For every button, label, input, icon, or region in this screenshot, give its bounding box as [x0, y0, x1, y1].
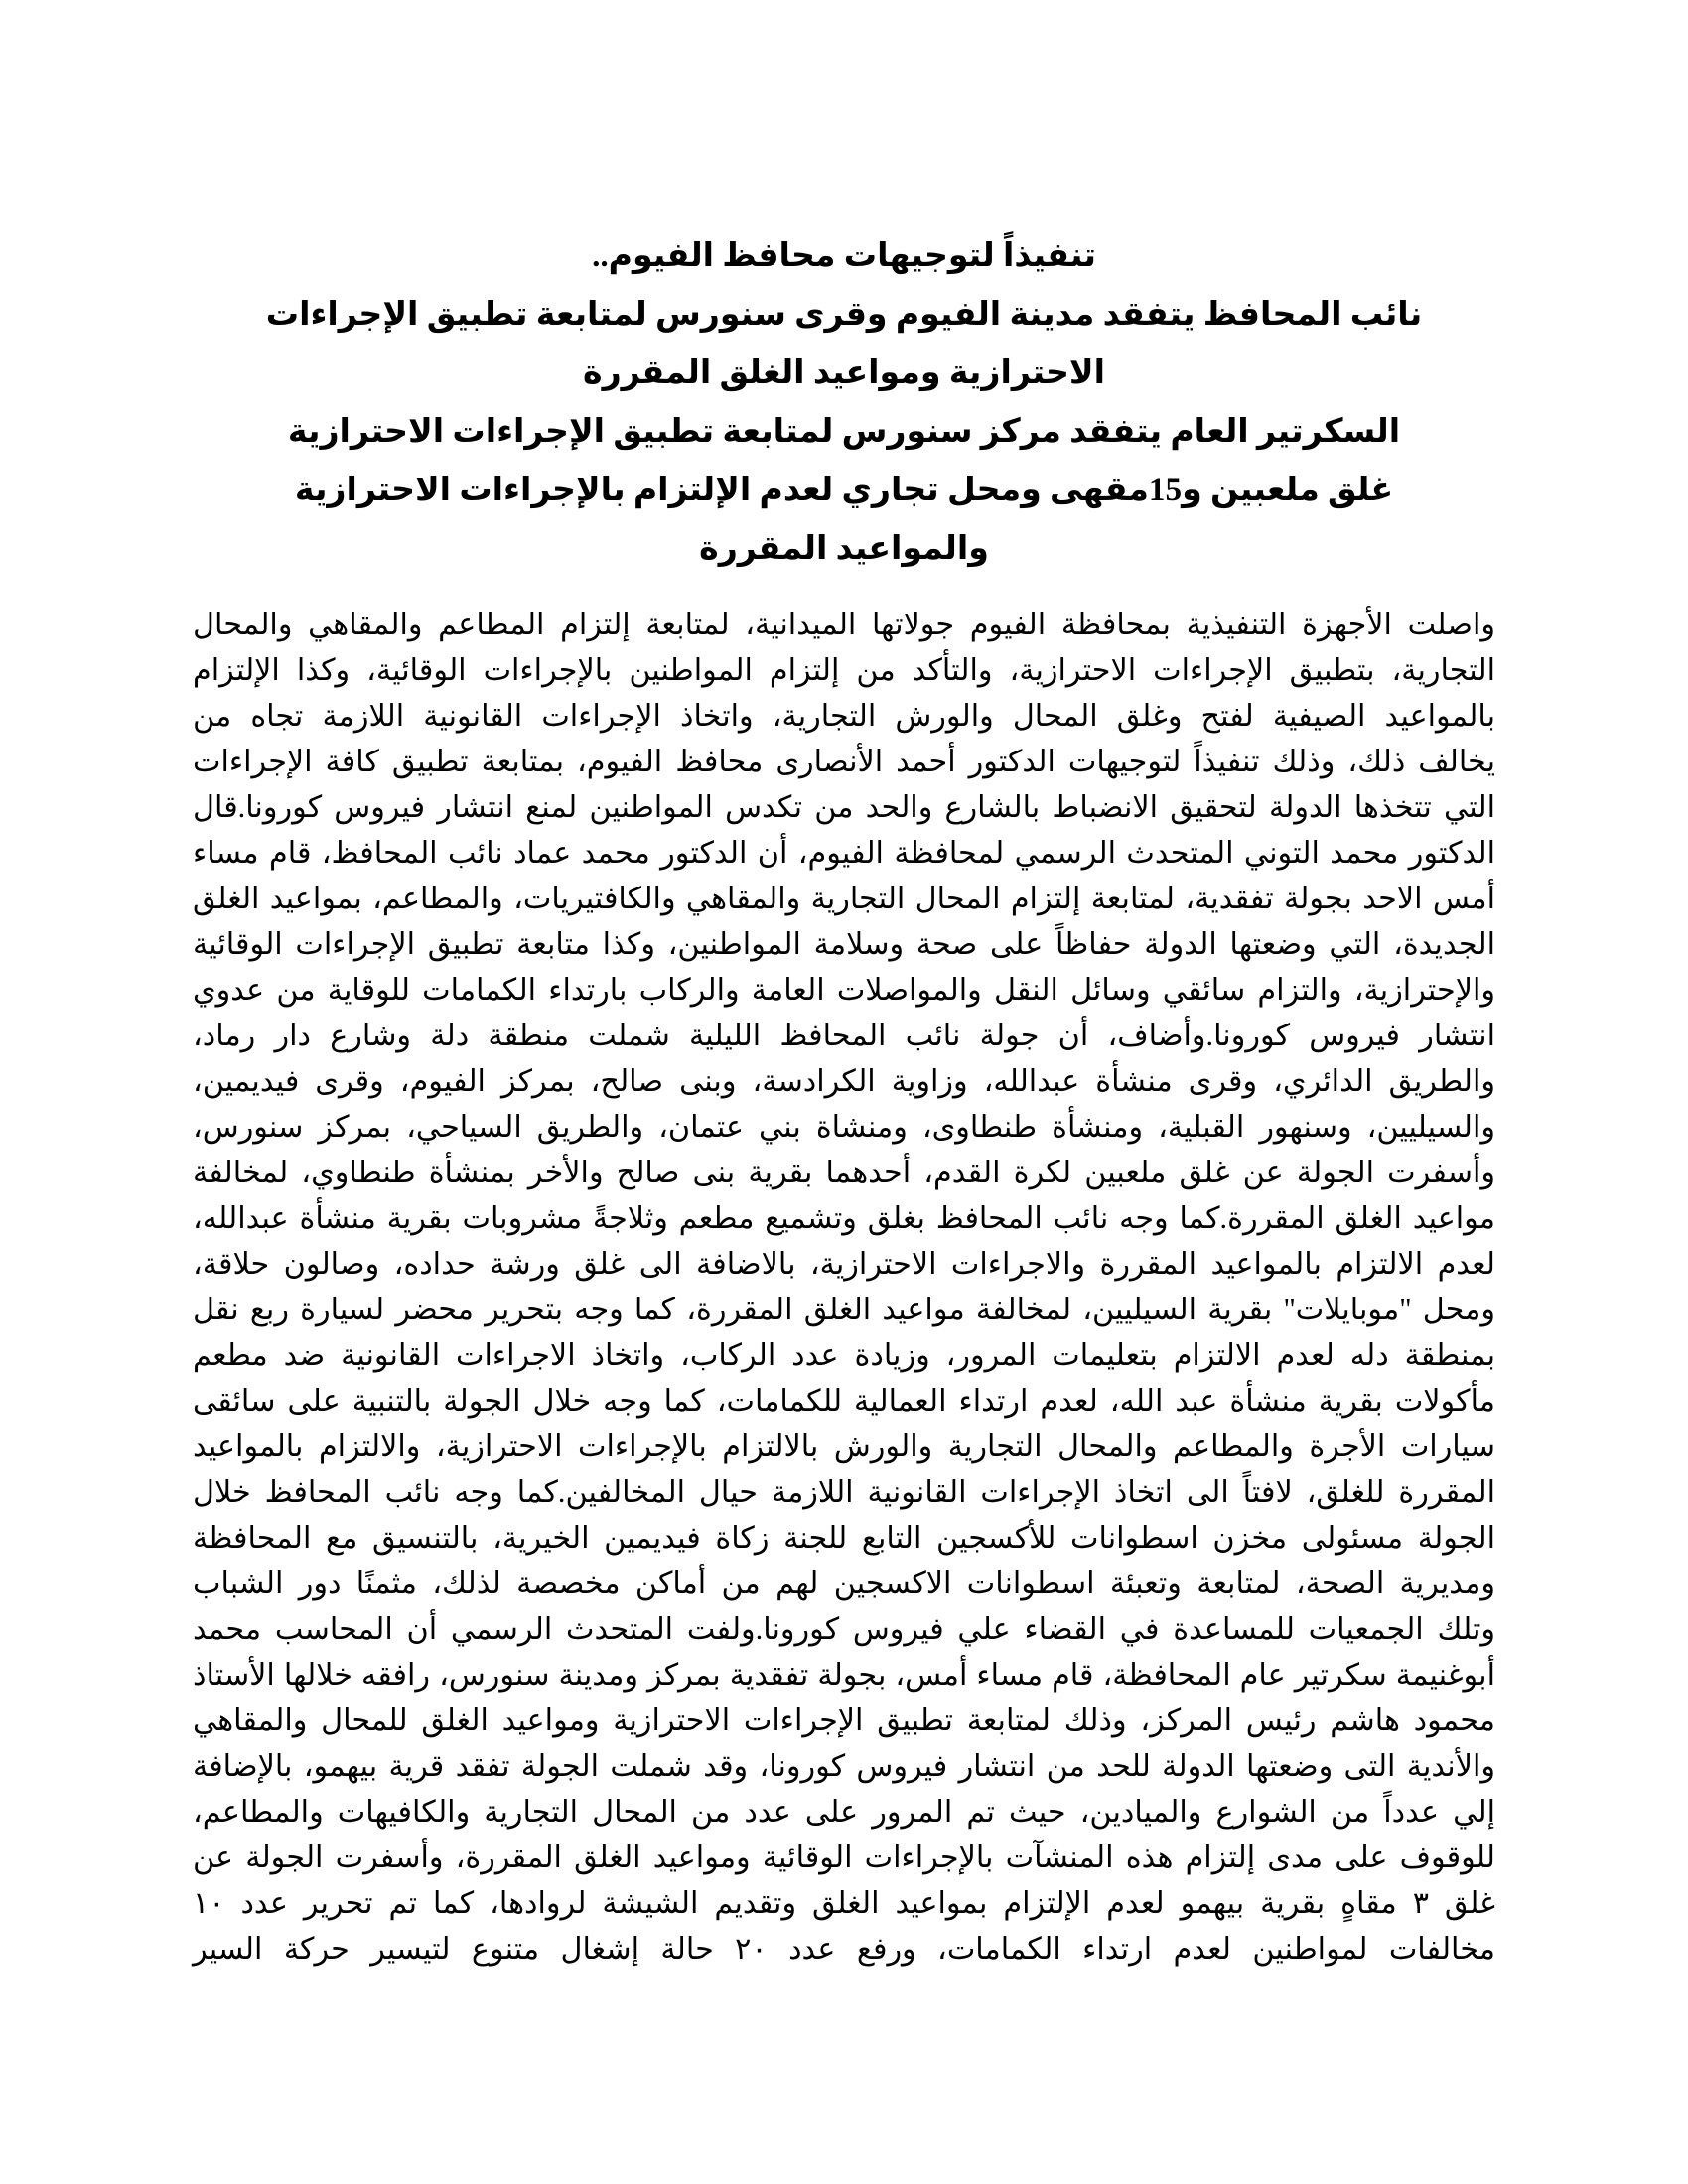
body-text-line	[193, 1287, 1495, 1332]
body-text: للوقوف على مدى إلتزام هذه المنشآت بالإجراءات الوقائية ومواعيد الغلق المقررة، وأسفرت الجولة عن	[193, 1841, 1495, 1874]
body-text: المقررة للغلق، لافتاً الى اتخاذ الإجراءات القانونية اللازمة حيال المخالفين.كما وجه نائب المحافظ خلال	[193, 1475, 1495, 1509]
body-text-line	[193, 1150, 1495, 1195]
headline-4-line-1	[149, 461, 1539, 519]
body-text-line	[193, 921, 1495, 967]
body-text: والإحترازية، والتزام سائقي وسائل النقل والمواصلات العامة والركاب بارتداء الكمامات للوقاية من عدوي	[193, 973, 1495, 1007]
headline-2-text: نائب المحافظ يتفقد مدينة الفيوم وقرى سنورس لمتابعة تطبيق الإجراءات	[265, 296, 1423, 333]
body-text: والطريق الدائري، وقرى منشأة عبدالله، وزاوية الكرادسة، وبنى صالح، بمركز الفيوم، وقرى فيديمين،	[193, 1064, 1495, 1098]
headline-4-line-2	[149, 519, 1539, 578]
body-text-line	[193, 1424, 1495, 1469]
body-text-line	[193, 967, 1495, 1013]
body-text: ومديرية الصحة، لمتابعة وتعبئة اسطوانات الاكسجين لهم من أماكن مخصصة لذلك، مثمنًا دور الشباب	[193, 1567, 1495, 1600]
body-text: بمنطقة دله لعدم الالتزام بتعليمات المرور، وزيادة عدد الركاب، واتخاذ الاجراءات القانونية ضد مطعم	[193, 1338, 1495, 1372]
headline-4-text: والمواعيد المقررة	[699, 530, 989, 567]
body-text: بالمواعيد الصيفية لفتح وغلق المحال والورش التجارية، واتخاذ الإجراءات القانونية اللازمة تجاه من	[193, 699, 1495, 733]
body-text: مأكولات بقرية منشأة عبد الله، لعدم ارتداء العمالية للكمامات، كما وجه خلال الجولة بالتنبية على سائقى	[193, 1384, 1495, 1418]
body-text: وتلك الجمعيات للمساعدة في القضاء علي فيروس كورونا.ولفت المتحدث الرسمي أن المحاسب محمد	[193, 1612, 1495, 1646]
body-text-line	[193, 602, 1495, 647]
body-text: وأسفرت الجولة عن غلق ملعبين لكرة القدم، أحدهما بقرية بنى صالح والأخر بمنشأة طنطاوي، لمخالفة	[193, 1156, 1495, 1189]
body-text-line	[193, 739, 1495, 784]
body-text: ومحل "موبايلات" بقرية السيليين، لمخالفة مواعيد الغلق المقررة، كما وجه بتحرير محضر لسيارة ربع نقل	[193, 1293, 1495, 1326]
body-text-line	[193, 1743, 1495, 1789]
headline-3	[149, 402, 1539, 461]
headline-3-text: السكرتير العام يتفقد مركز سنورس لمتابعة تطبيق الإجراءات الاحترازية	[287, 413, 1401, 450]
body-text: والسيليين، وسنهور القبلية، ومنشأة طنطاوى، ومنشاة بني عتمان، والطريق السياحي، بمركز سنورس،	[193, 1110, 1495, 1144]
body-text-line	[193, 1561, 1495, 1606]
body-text-line	[193, 1698, 1495, 1743]
body-text: التي تتخذها الدولة لتحقيق الانضباط بالشارع والحد من تكدس المواطنين لمنع انتشار فيروس كورونا.قال	[193, 790, 1495, 824]
body-text: التجارية، بتطبيق الإجراءات الاحترازية، والتأكد من إلتزام المواطنين بالإجراءات الوقائية، وكذا الإلتزام	[193, 653, 1495, 687]
body-text-line	[193, 830, 1495, 876]
body-text: إلي عدداً من الشوارع والميادين، حيث تم المرور على عدد من المحال التجارية والكافيهات والمطاعم،	[193, 1795, 1495, 1829]
headline-4-text: غلق ملعبين و15مقهى ومحل تجاري لعدم الإلتزام بالإجراءات الاحترازية	[294, 472, 1394, 508]
body-text-line	[193, 1606, 1495, 1652]
headline-2-text: الاحترازية ومواعيد الغلق المقررة	[582, 354, 1105, 391]
body-text: سيارات الأجرة والمطاعم والمحال التجارية والورش بالالتزام بالإجراءات الاحترازية، والالتزام بالمواعيد	[193, 1430, 1495, 1463]
body-text-line	[193, 647, 1495, 693]
body-text-line	[193, 1926, 1495, 1972]
headline-block	[149, 226, 1539, 578]
body-text: واصلت الأجهزة التنفيذية بمحافظة الفيوم جولاتها الميدانية، لمتابعة إلتزام المطاعم والمقاهي والمحال	[193, 608, 1495, 641]
body-text: غلق ٣ مقاهٍ بقرية بيهمو لعدم الإلتزام بمواعيد الغلق وتقديم الشيشة لروادها، كما تم تحرير عدد ١٠	[193, 1886, 1495, 1920]
body-text-line	[193, 1013, 1495, 1058]
body-text-line	[193, 1104, 1495, 1150]
body-text-line	[193, 1515, 1495, 1561]
body-text: محمود هاشم رئيس المركز، وذلك لمتابعة تطبيق الإجراءات الاحترازية ومواعيد الغلق للمحال والمقاهي	[193, 1704, 1495, 1737]
body-text-line	[193, 1469, 1495, 1515]
headline-2-line-2	[149, 343, 1539, 402]
body-text-line	[193, 693, 1495, 739]
body-text-line	[193, 1789, 1495, 1835]
body-text: مخالفات لمواطنين لعدم ارتداء الكمامات، ورفع عدد ٢٠ حالة إشغال متنوع لتيسير حركة السير	[193, 1932, 1495, 1966]
body-text: الجولة مسئولى مخزن اسطوانات للأكسجين التابع للجنة زكاة فيديمين الخيرية، بالتنسيق مع المحافظة	[193, 1521, 1495, 1555]
body-text-line	[193, 1378, 1495, 1424]
body-text-line	[193, 1332, 1495, 1378]
body-text-line	[193, 1241, 1495, 1287]
body-text: الدكتور محمد التوني المتحدث الرسمي لمحافظة الفيوم، أن الدكتور محمد عماد نائب المحافظ، قام مساء	[193, 836, 1495, 870]
body-text: يخالف ذلك، وذلك تنفيذاً لتوجيهات الدكتور أحمد الأنصارى محافظ الفيوم، بمتابعة تطبيق كافة الإجراءات	[193, 745, 1495, 778]
body-text: أمس الاحد بجولة تفقدية، لمتابعة إلتزام المحال التجارية والمقاهي والكافتيريات، والمطاعم، بمواعيد الغلق	[193, 882, 1495, 915]
body-text-line	[193, 1058, 1495, 1104]
body-text-line	[193, 876, 1495, 921]
body-text-line	[193, 1880, 1495, 1926]
body-text: انتشار فيروس كورونا.وأضاف، أن جولة نائب المحافظ الليلية شملت منطقة دلة وشارع دار رماد،	[193, 1019, 1495, 1052]
body-text-line	[193, 784, 1495, 830]
body-text: مواعيد الغلق المقررة.كما وجه نائب المحافظ بغلق وتشميع مطعم وثلاجةً مشروبات بقرية منشأة عبدالله،	[193, 1201, 1495, 1235]
body-text-line	[193, 1835, 1495, 1880]
article-body	[193, 602, 1495, 1972]
body-text: أبوغنيمة سكرتير عام المحافظة، قام مساء أمس، بجولة تفقدية بمركز ومدينة سنورس، رافقه خلالها الأستاذ	[193, 1658, 1495, 1692]
body-text: لعدم الالتزام بالمواعيد المقررة والاجراءات الاحترازية، بالاضافة الى غلق ورشة حداده، وصالون حلاقة،	[193, 1247, 1495, 1281]
body-text-line	[193, 1652, 1495, 1698]
headline-1-text: تنفيذاً لتوجيهات محافظ الفيوم..	[592, 237, 1096, 274]
body-text: الجديدة، التي وضعتها الدولة حفاظاً على صحة وسلامة المواطنين، وكذا متابعة تطبيق الإجراءات الوقائية	[193, 927, 1495, 961]
headline-2-line-1	[149, 285, 1539, 343]
body-text: والأندية التى وضعتها الدولة للحد من انتشار فيروس كورونا، وقد شملت الجولة تفقد قرية بيهمو، بالإضافة	[193, 1749, 1495, 1783]
headline-1	[149, 226, 1539, 285]
body-text-line	[193, 1195, 1495, 1241]
